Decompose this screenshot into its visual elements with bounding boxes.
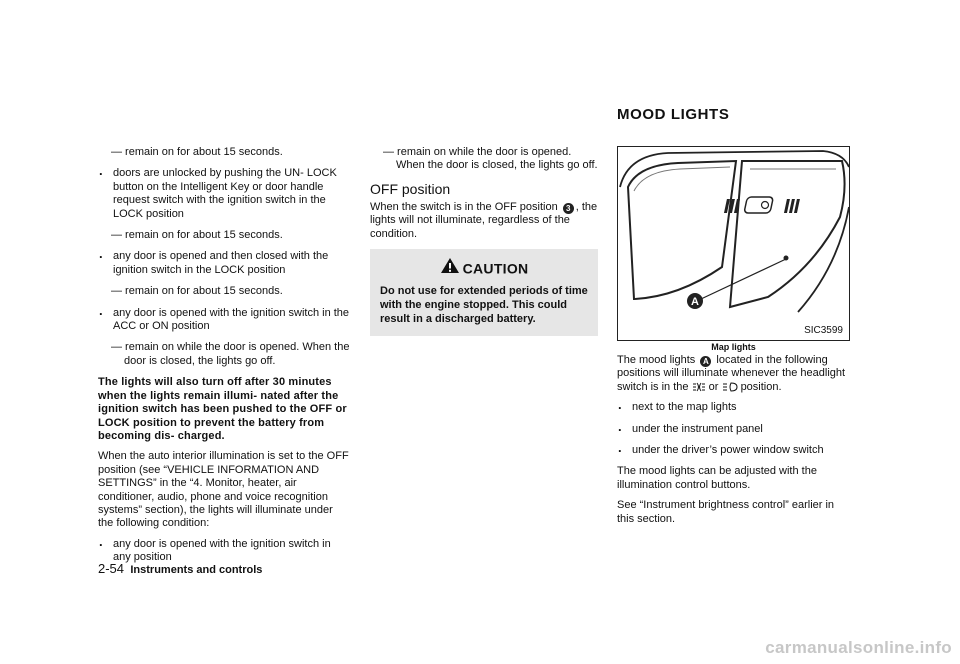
headlight-icon (722, 382, 738, 392)
mood-lights-text (617, 354, 852, 533)
bullet-item: . under the driver’s power window switch (617, 444, 852, 457)
figure-label-a: A (691, 296, 699, 308)
caution-header (380, 257, 588, 276)
marker-a: A (700, 356, 711, 367)
off-position-paragraph (370, 201, 598, 241)
parking-light-icon (692, 382, 706, 392)
text-span: located in the following positions will illuminate whenever the headlight switch is in the (617, 354, 846, 393)
text-span: , the lights will not illuminate, regardless of the condition. (370, 200, 598, 240)
marker-3: 3 (563, 203, 574, 214)
watermark: carmanualsonline.info (765, 638, 952, 657)
body-paragraph: See “Instrument brightness control” earlier in this section. (617, 499, 835, 525)
caution-title: CAUTION (462, 260, 529, 277)
bullet-item: . any door is opened with the ignition switch in the ACC or ON position (98, 307, 350, 334)
bullet-item: . any door is opened with the ignition switch in any position (98, 538, 350, 565)
page-number: 2-54 (98, 561, 125, 576)
caution-box (370, 249, 598, 336)
bullet-item: . under the instrument panel (617, 423, 852, 436)
chapter-title: Instruments and controls (130, 564, 263, 576)
column-middle (370, 146, 598, 336)
body-paragraph: When the auto interior illumination is set to the OFF position (see “VEHICLE INFORMATION AND SETTINGS” in the “4. Monitor, heater, air conditioner, audio, phone and voice recognition systems” section), the lights will illuminate under the following condition: (98, 450, 349, 530)
map-lights-illustration (618, 147, 850, 341)
figure-caption: Map lights (711, 342, 756, 352)
text-span: or (708, 380, 719, 393)
text-span: The mood lights (617, 354, 696, 366)
dash-item: — remain on while the door is opened. When the door is closed, the lights go off. (383, 146, 598, 172)
bullet-item: . doors are unlocked by pushing the UN- LOCK button on the Intelligent Key or door handle request switch with the ignition switch in the LOCK position (98, 167, 350, 221)
warning-paragraph: The lights will also turn off after 30 minutes when the lights remain illumi- nated after the ignition switch has been pushed to the OFF or LOCK position to prevent the battery from becoming dis- charged. (98, 376, 347, 442)
mood-lights-paragraph (617, 354, 852, 394)
figure-code: SIC3599 (804, 325, 843, 336)
bullet-item: . next to the map lights (617, 401, 852, 414)
column-left (98, 146, 350, 573)
section-title: MOOD LIGHTS (617, 106, 730, 123)
caution-text: Do not use for extended periods of time with the engine stopped. This could result in a discharged battery. (380, 285, 588, 326)
page-footer (98, 561, 262, 576)
dash-item: — remain on for about 15 seconds. (111, 146, 283, 158)
map-lights-figure (617, 146, 850, 341)
dash-item: — remain on while the door is opened. When the door is closed, the lights go off. (111, 341, 350, 367)
text-span: When the switch is in the OFF position (370, 200, 558, 213)
warning-triangle-icon (440, 257, 460, 274)
dash-item: — remain on for about 15 seconds. (111, 285, 283, 298)
body-paragraph: The mood lights can be adjusted with the illumination control buttons. (617, 465, 817, 491)
subheading: OFF position (370, 180, 451, 197)
dash-item: — remain on for about 15 seconds. (111, 229, 283, 242)
text-span: position. (740, 380, 782, 393)
bullet-item: . any door is opened and then closed with the ignition switch in the LOCK position (98, 250, 350, 277)
